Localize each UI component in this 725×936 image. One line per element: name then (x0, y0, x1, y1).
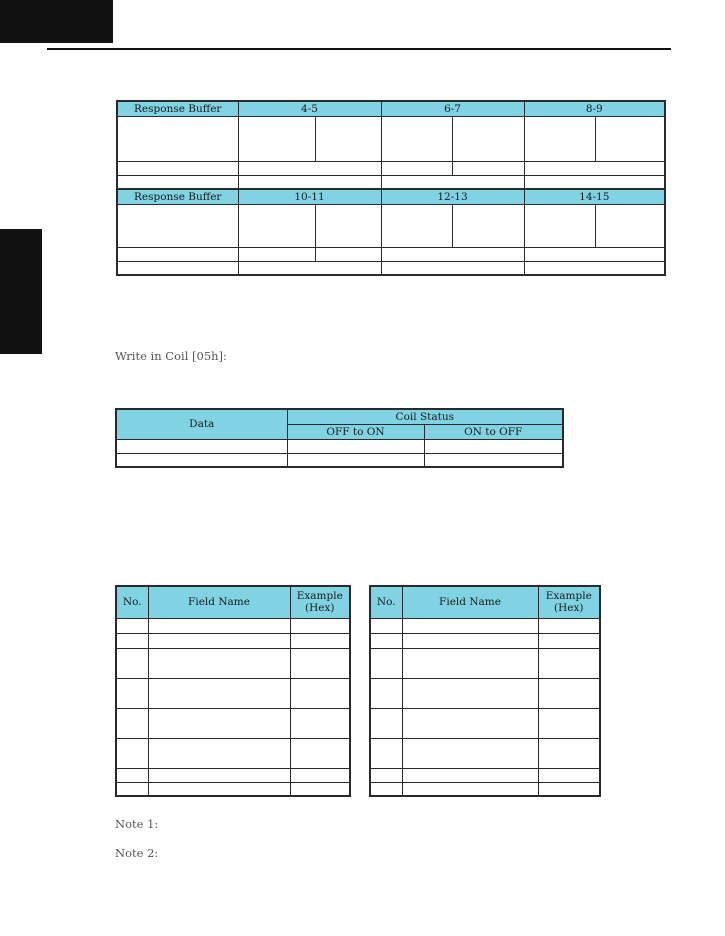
col-12-13: 12-13 (381, 189, 524, 204)
col-14-15: 14-15 (524, 189, 665, 204)
table-row (117, 161, 665, 175)
off-to-on-header: OFF to ON (287, 424, 424, 439)
response-buffer-label-2: Response Buffer (117, 189, 238, 204)
table-row (370, 678, 600, 708)
note-2-label: Note 2: (115, 846, 159, 860)
header-rule (47, 48, 671, 50)
table-row (116, 439, 563, 453)
table-row (117, 175, 665, 189)
field-table-left (115, 585, 351, 797)
on-to-off-header: ON to OFF (424, 424, 563, 439)
no-header: No. (370, 586, 402, 618)
side-tab (0, 229, 42, 354)
table-row (117, 204, 665, 247)
table-row (116, 453, 563, 467)
data-header: Data (116, 409, 287, 439)
response-buffer-table (116, 100, 666, 276)
table-row (370, 738, 600, 768)
table-row (370, 633, 600, 648)
col-10-11: 10-11 (238, 189, 381, 204)
table-row (370, 782, 600, 796)
table-row (370, 768, 600, 782)
table-row (117, 261, 665, 275)
table-row (116, 782, 350, 796)
field-table-right (369, 585, 601, 797)
field-name-header: Field Name (402, 586, 538, 618)
col-6-7: 6-7 (381, 101, 524, 116)
note-1-label: Note 1: (115, 817, 159, 831)
write-coil-label: Write in Coil [05h]: (115, 349, 227, 363)
table-row (116, 738, 350, 768)
table-row (116, 618, 350, 633)
response-header-row-2 (117, 189, 665, 204)
example-header: Example (Hex) (538, 586, 600, 618)
table-row (116, 768, 350, 782)
response-buffer-label: Response Buffer (117, 101, 238, 116)
col-8-9: 8-9 (524, 101, 665, 116)
field-name-header: Field Name (148, 586, 290, 618)
coil-status-header: Coil Status (287, 409, 563, 424)
coil-status-table (115, 408, 564, 468)
table-row (116, 708, 350, 738)
table-row (117, 247, 665, 261)
table-row (116, 648, 350, 678)
chapter-tab (0, 0, 113, 43)
table-row (370, 648, 600, 678)
table-row (370, 708, 600, 738)
table-row (117, 116, 665, 161)
table-row (116, 633, 350, 648)
response-header-row-1 (117, 101, 665, 116)
col-4-5: 4-5 (238, 101, 381, 116)
no-header: No. (116, 586, 148, 618)
table-row (116, 678, 350, 708)
example-header: Example (Hex) (290, 586, 350, 618)
table-row (370, 618, 600, 633)
